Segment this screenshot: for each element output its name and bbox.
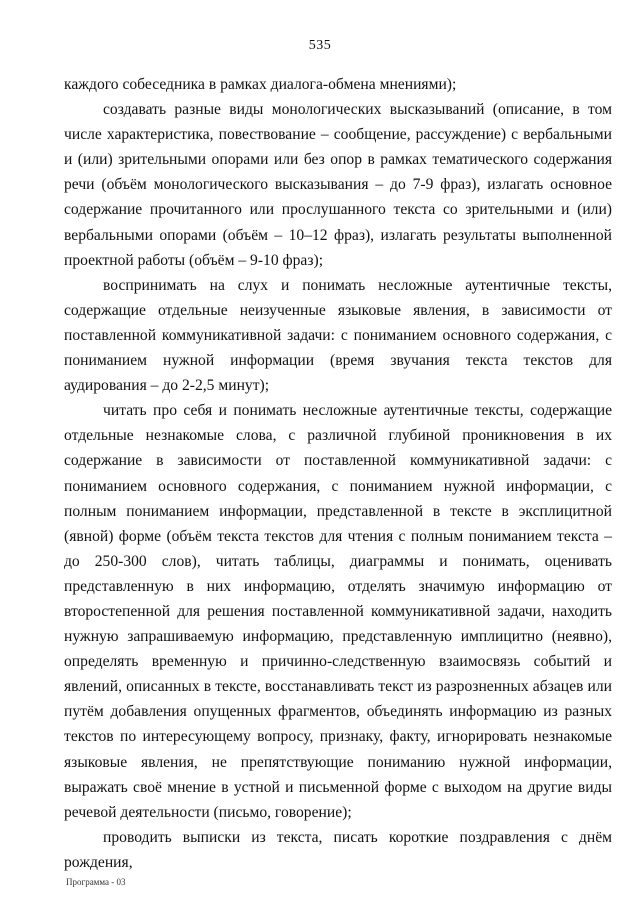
paragraph-listening: воспринимать на слух и понимать несложные аутентичные тексты, содержащие отдельные неизученные языковые явления, в зависимости от поставленной коммуникативной задачи: с пониманием основного содержания, с пониманием нужной информации (время звучания текста текстов для аудирования – до 2-2,5 минут); [64,276,612,395]
document-body [64,72,612,875]
paragraph-monologue: создавать разные виды монологических высказываний (описание, в том числе характеристика, повествование – сообщение, рассуждение) с вербальными и (или) зрительными опорами или без опор в рамках тематического содержания речи (объём монологического высказывания – до 7-9 фраз), излагать основное содержание прочитанного или прослушанного текста со зрительными и (или) вербальными опорами (объём – 10–12 фраз), излагать результаты выполненной проектной работы (объём – 9-10 фраз); [64,101,612,269]
paragraph-continuation: каждого собеседника в рамках диалога-обмена мнениями); [64,76,457,93]
page-number: 535 [308,38,332,53]
footer-label: Программа - 03 [66,877,126,887]
paragraph-reading: читать про себя и понимать несложные аутентичные тексты, содержащие отдельные незнакомые слова, с различной глубиной проникновения в их содержание в зависимости от поставленной коммуникативной задачи: с пониманием основного содержания, с пониманием нужной информации, с полным пониманием информации, представленной в тексте в эксплицитной (явной) форме (объём текста текстов для чтения с полным пониманием текста – до 250-300 слов), читать таблицы, диаграммы и понимать, оценивать представленную в них информацию, отделять значимую информацию от второстепенной для решения поставленной коммуникативной задачи, находить нужную запрашиваемую информацию, представленную имплицитно (неявно), определять временную и причинно-следственную взаимосвязь событий и явлений, описанных в тексте, восстанавливать текст из разрозненных абзацев или путём добавления опущенных фрагментов, объединять информацию из разных текстов по интересующему вопросу, признаку, факту, игнорировать незнакомые языковые явления, не препятствующие пониманию нужной информации, выражать своё мнение в устной и письменной форме с выходом на другие виды речевой деятельности (письмо, говорение); [64,402,612,821]
paragraph-writing: проводить выписки из текста, писать короткие поздравления с днём рождения, [64,828,612,871]
